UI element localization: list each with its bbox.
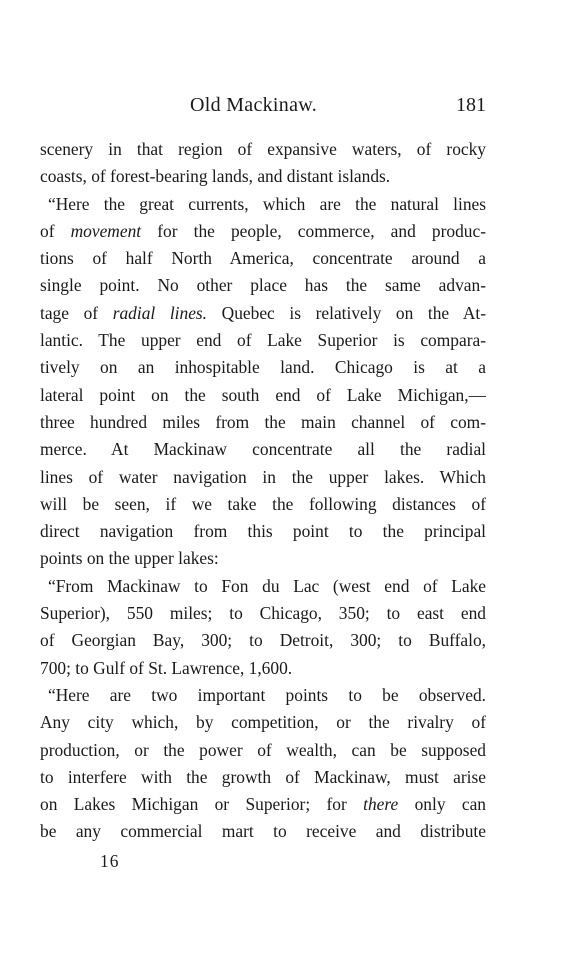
text-line: Superior), 550 miles; to Chicago, 350; to east end	[40, 603, 486, 624]
text-line: production, or the power of wealth, can be supposed	[40, 739, 486, 760]
text-line: 700; to Gulf of St. Lawrence, 1,600.	[40, 657, 293, 678]
text-line: tively on an inhospitable land. Chicago is at a	[40, 357, 486, 378]
text-line: “Here the great currents, which are the natural lines	[48, 193, 486, 214]
text-segment: Quebec is relatively on the At-	[207, 302, 486, 323]
text-line	[40, 791, 486, 818]
text-segment: tage of	[40, 302, 113, 323]
text-line: scenery in that region of expansive waters, of rocky	[40, 139, 486, 159]
running-title: Old Mackinaw.	[190, 94, 318, 116]
text-segment: for the people, commerce, and produc-	[141, 220, 486, 241]
body-text	[40, 136, 486, 846]
book-page	[40, 90, 486, 875]
text-line: points on the upper lakes:	[40, 548, 219, 569]
text-line: lantic. The upper end of Lake Superior is compara-	[40, 330, 486, 351]
italic-phrase: movement	[70, 220, 142, 241]
text-line: single point. No other place has the same advan-	[40, 275, 486, 296]
italic-phrase: there	[363, 794, 399, 815]
text-line: “From Mackinaw to Fon du Lac (west end of Lake	[48, 575, 486, 596]
text-line	[40, 218, 486, 245]
text-segment: on Lakes Michigan or Superior; for	[40, 794, 364, 815]
text-line: Any city which, by competition, or the rivalry of	[40, 712, 486, 733]
signature-mark: 16	[100, 850, 120, 871]
text-line: tions of half North America, concentrate around a	[40, 248, 486, 269]
running-head	[40, 90, 486, 122]
text-line: be any commercial mart to receive and distribute	[40, 821, 486, 842]
text-line: “Here are two important points to be observed.	[48, 684, 486, 705]
text-line: lines of water navigation in the upper lakes. Which	[40, 466, 486, 487]
text-line: lateral point on the south end of Lake Michigan,—	[40, 384, 486, 405]
text-segment: of	[40, 220, 71, 241]
page-number: 181	[456, 94, 486, 116]
text-line: of Georgian Bay, 300; to Detroit, 300; to Buffalo,	[40, 630, 486, 651]
italic-phrase: radial lines.	[112, 302, 208, 323]
text-line: direct navigation from this point to the principal	[40, 521, 486, 542]
text-line: coasts, of forest-bearing lands, and distant islands.	[40, 166, 391, 187]
text-line	[40, 300, 486, 327]
text-line: merce. At Mackinaw concentrate all the radial	[40, 439, 486, 460]
text-line: three hundred miles from the main channel of com-	[40, 411, 486, 432]
text-segment: only can	[398, 794, 486, 815]
text-line: to interfere with the growth of Mackinaw, must arise	[40, 766, 486, 787]
text-line: will be seen, if we take the following distances of	[40, 493, 486, 514]
